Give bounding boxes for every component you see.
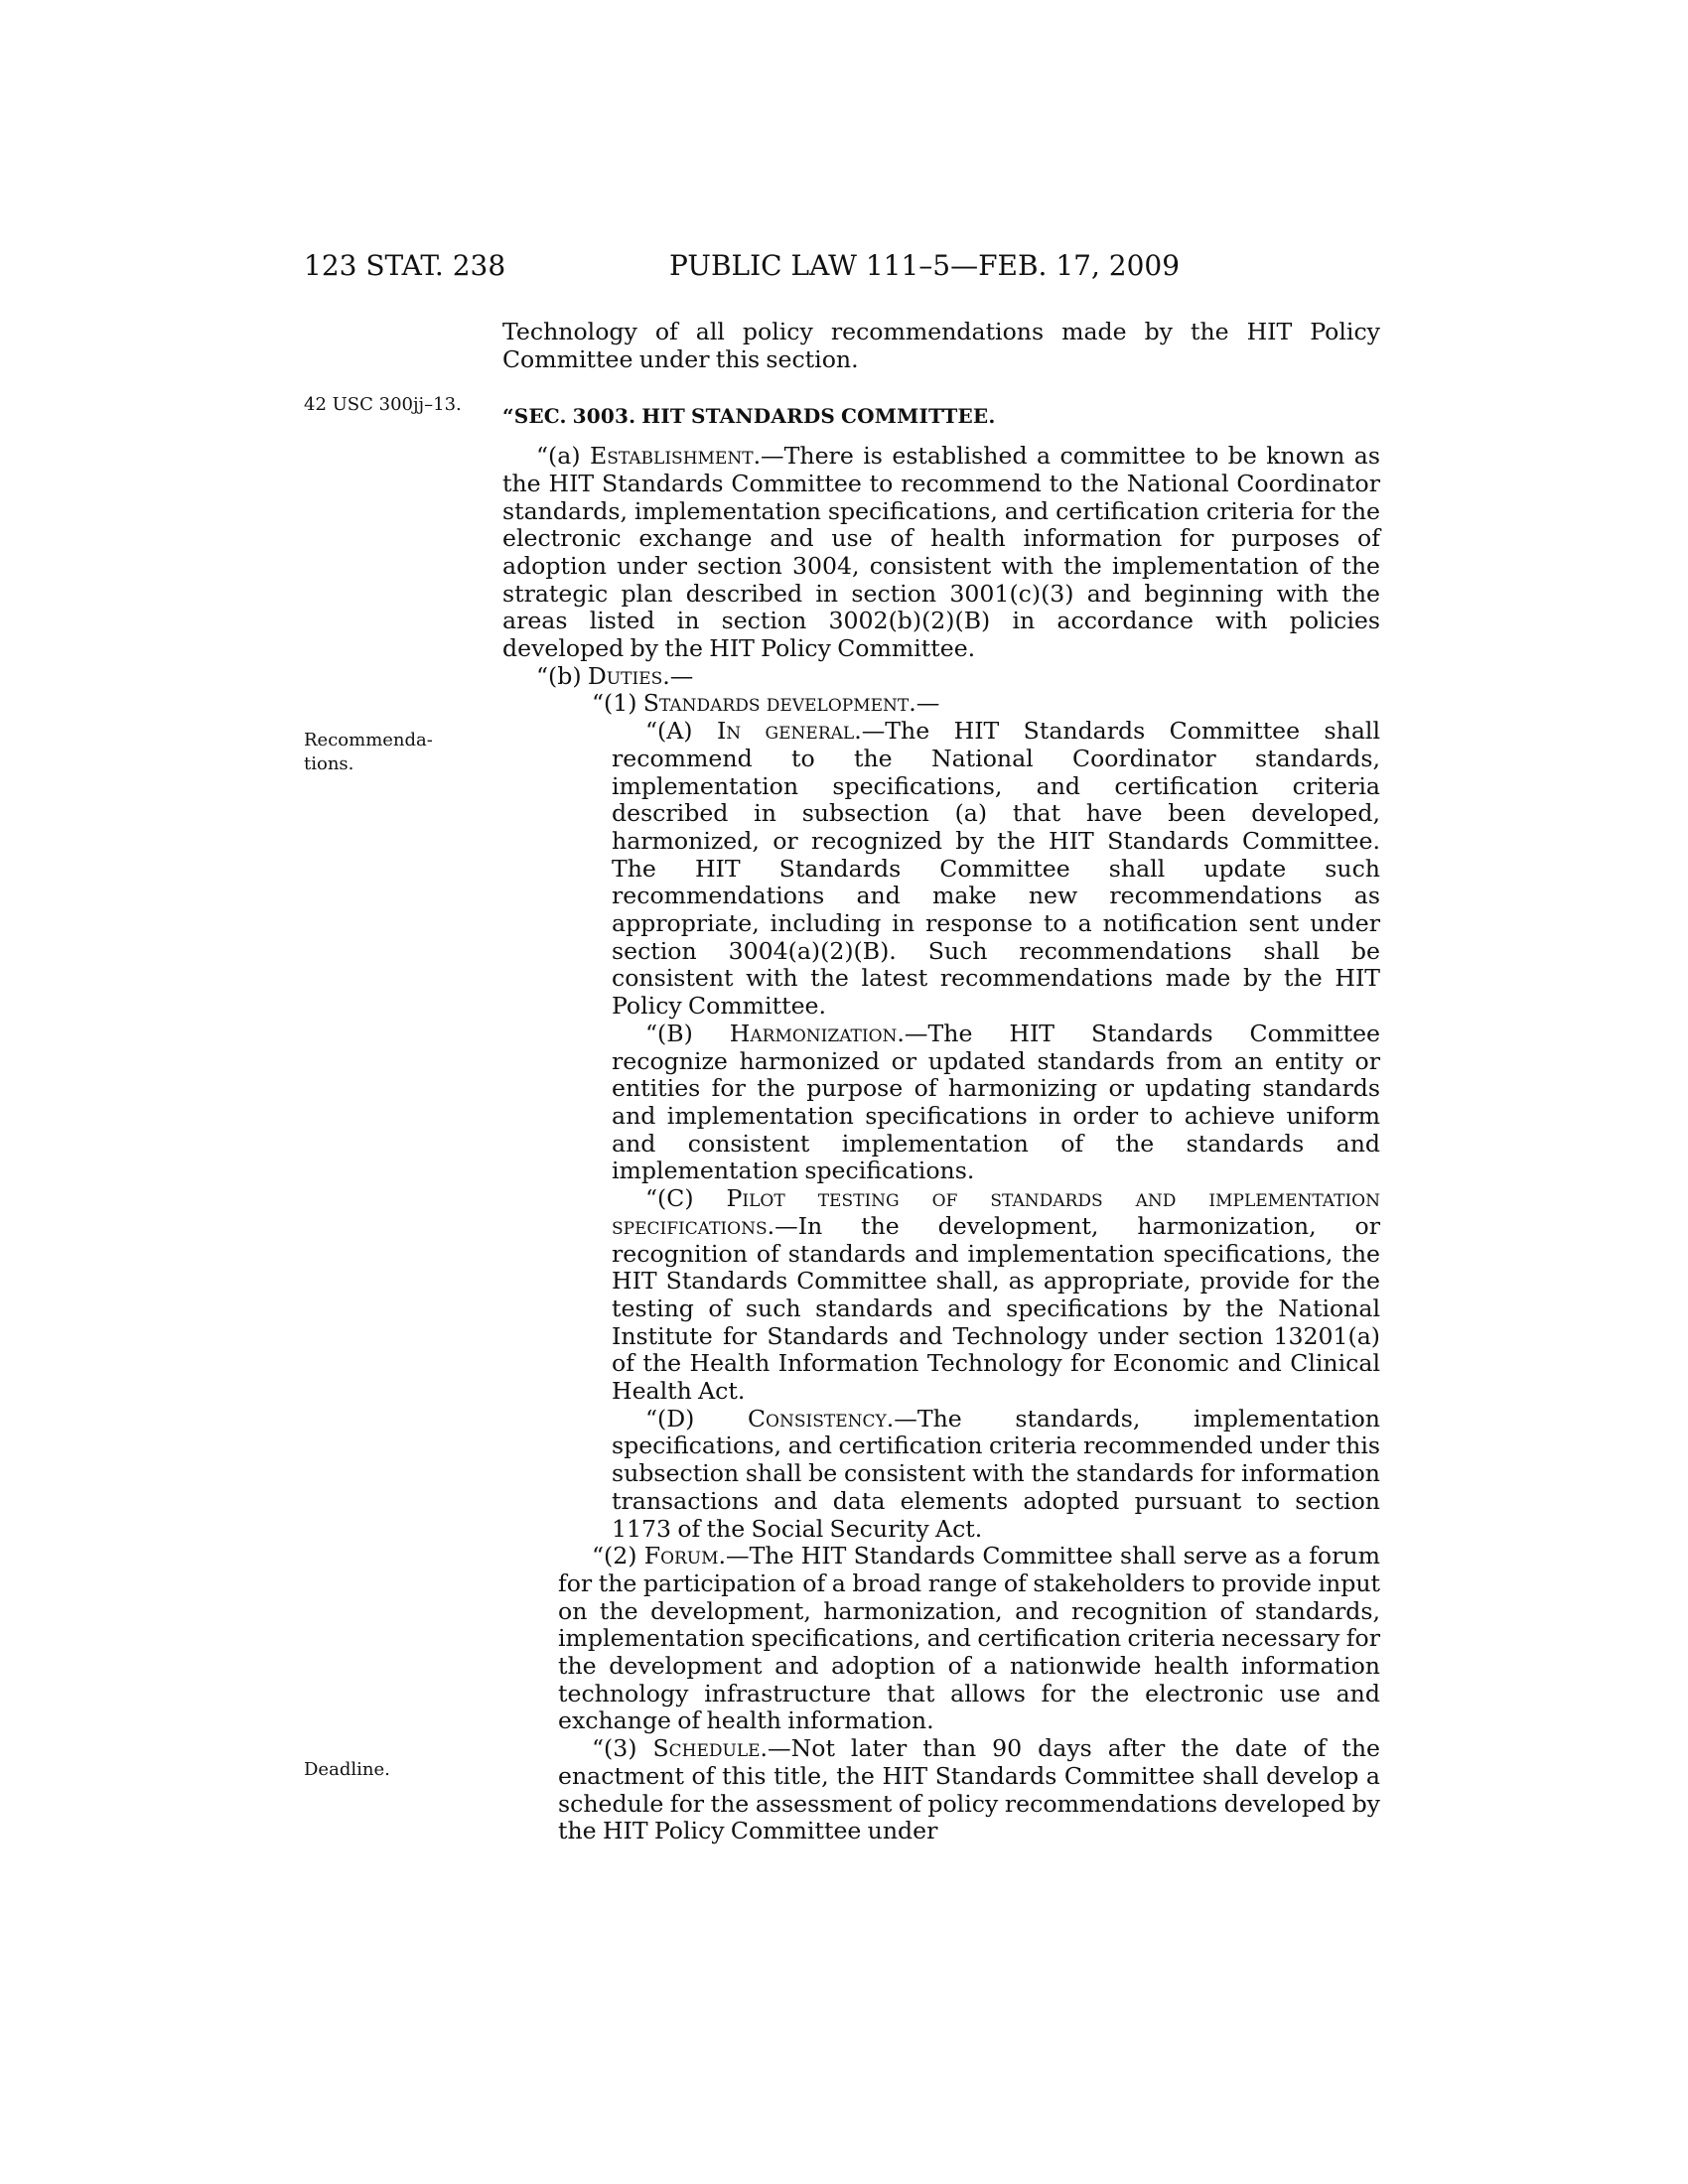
page-header	[304, 246, 1374, 286]
section-heading: “SEC. 3003. HIT STANDARDS COMMITTEE.	[502, 404, 996, 429]
subparagraph-b1B-label: “(B)	[645, 1019, 730, 1047]
continuation-paragraph: Technology of all policy recommendations made by the HIT Policy Committee under this section.	[502, 318, 1380, 373]
subparagraph-b1C	[612, 1185, 1380, 1406]
subparagraph-b1A-label: “(A)	[645, 717, 717, 746]
subparagraph-b1A-heading: In general	[716, 717, 855, 746]
subparagraph-b1B-text: .—The HIT Standards Committee recognize harmonized or updated standards from an entity or entities for the purpose of harmonizing or updating standards and implementation specifications in order to achieve uniform and consistent implementation of the standards and implementation specifications.	[612, 1019, 1380, 1185]
margin-note-deadline: Deadline.	[304, 1759, 390, 1780]
statute-page-number: 123 STAT. 238	[304, 249, 506, 282]
subparagraph-b1C-label: “(C)	[645, 1184, 727, 1213]
subparagraph-b1D-label: “(D)	[645, 1404, 748, 1433]
paragraph-b2-text: .—The HIT Standards Committee shall serve as a forum for the participation of a broad range of stakeholders to provide input on the development, harmonization, and recognition of standards, implementation specifications, and certification criteria necessary for the development and adoption of a nationwide health information technology infrastructure that allows for the electronic use and exchange of health information.	[558, 1542, 1380, 1735]
subparagraph-b1B	[612, 1021, 1380, 1185]
subparagraph-b1A	[612, 718, 1380, 1021]
paragraph-b3-heading: Schedule	[652, 1734, 761, 1763]
paragraph-b1	[558, 690, 1380, 718]
subsection-b-heading: Duties	[587, 661, 663, 690]
subsection-a-label: “(a)	[536, 442, 590, 471]
subsection-a-text: .—There is established a committee to be known as the HIT Standards Committee to recommend to the National Coordinator standards, implementation specifications, and certification criteria for the electronic exchange and use of health information for purposes of adoption under section 3004, consistent with the implementation of the strategic plan described in section 3001(c)(3) and beginning with the areas listed in section 3002(b)(2)(B) in accordance with policies developed by the HIT Policy Committee.	[502, 442, 1380, 663]
margin-note-usc-citation: 42 USC 300jj–13.	[304, 394, 462, 415]
paragraph-b2-label: “(2)	[592, 1542, 644, 1570]
paragraph-b1-label: “(1)	[592, 689, 643, 718]
paragraph-b1-text: .—	[909, 689, 940, 718]
paragraph-b3-label: “(3)	[592, 1734, 653, 1763]
margin-note-recommendations: Recommenda- tions.	[304, 730, 433, 774]
subsection-a	[502, 443, 1380, 663]
subparagraph-b1C-heading: Pilot testing of standards and implementation specifications	[612, 1184, 1380, 1240]
subparagraph-b1D	[612, 1406, 1380, 1544]
subsection-b	[502, 663, 1380, 691]
subparagraph-b1D-heading: Consistency	[748, 1404, 887, 1433]
subsection-b-label: “(b)	[536, 661, 588, 690]
paragraph-b3-text: .—Not later than 90 days after the date of the enactment of this title, the HIT Standards Committee shall develop a schedule for the assessment of policy recommendations developed by the HIT Policy Committee under	[558, 1734, 1380, 1845]
subparagraph-b1C-text: .—In the development, harmonization, or recognition of standards and implementation specifications, the HIT Standards Committee shall, as appropriate, provide for the testing of such standards and specifications by the National Institute for Standards and Technology under section 13201(a) of the Health Information Technology for Economic and Clinical Health Act.	[612, 1211, 1380, 1406]
subparagraph-b1D-text: .—The standards, implementation specifications, and certification criteria recommended under this subsection shall be consistent with the standards for information transactions and data elements adopted pursuant to section 1173 of the Social Security Act.	[612, 1404, 1380, 1543]
subparagraph-b1B-heading: Harmonization	[729, 1019, 898, 1047]
subparagraph-b1A-text: .—The HIT Standards Committee shall recommend to the National Coordinator standards, implementation specifications, and certification criteria described in subsection (a) that have been developed, harmonized, or recognized by the HIT Standards Committee. The HIT Standards Committee shall update such recommendations and make new recommendations as appropriate, including in response to a notification sent under section 3004(a)(2)(B). Such recommendations shall be consistent with the latest recommendations made by the HIT Policy Committee.	[612, 717, 1380, 1021]
paragraph-b2-heading: Forum	[643, 1542, 719, 1570]
subsection-a-heading: Establishment	[590, 442, 754, 471]
subsection-b-text: .—	[662, 661, 694, 690]
running-head: PUBLIC LAW 111–5—FEB. 17, 2009	[669, 249, 1181, 282]
paragraph-b3	[558, 1735, 1380, 1845]
statute-body	[502, 319, 1380, 1845]
paragraph-b2	[558, 1543, 1380, 1735]
paragraph-b1-heading: Standards development	[642, 689, 910, 718]
